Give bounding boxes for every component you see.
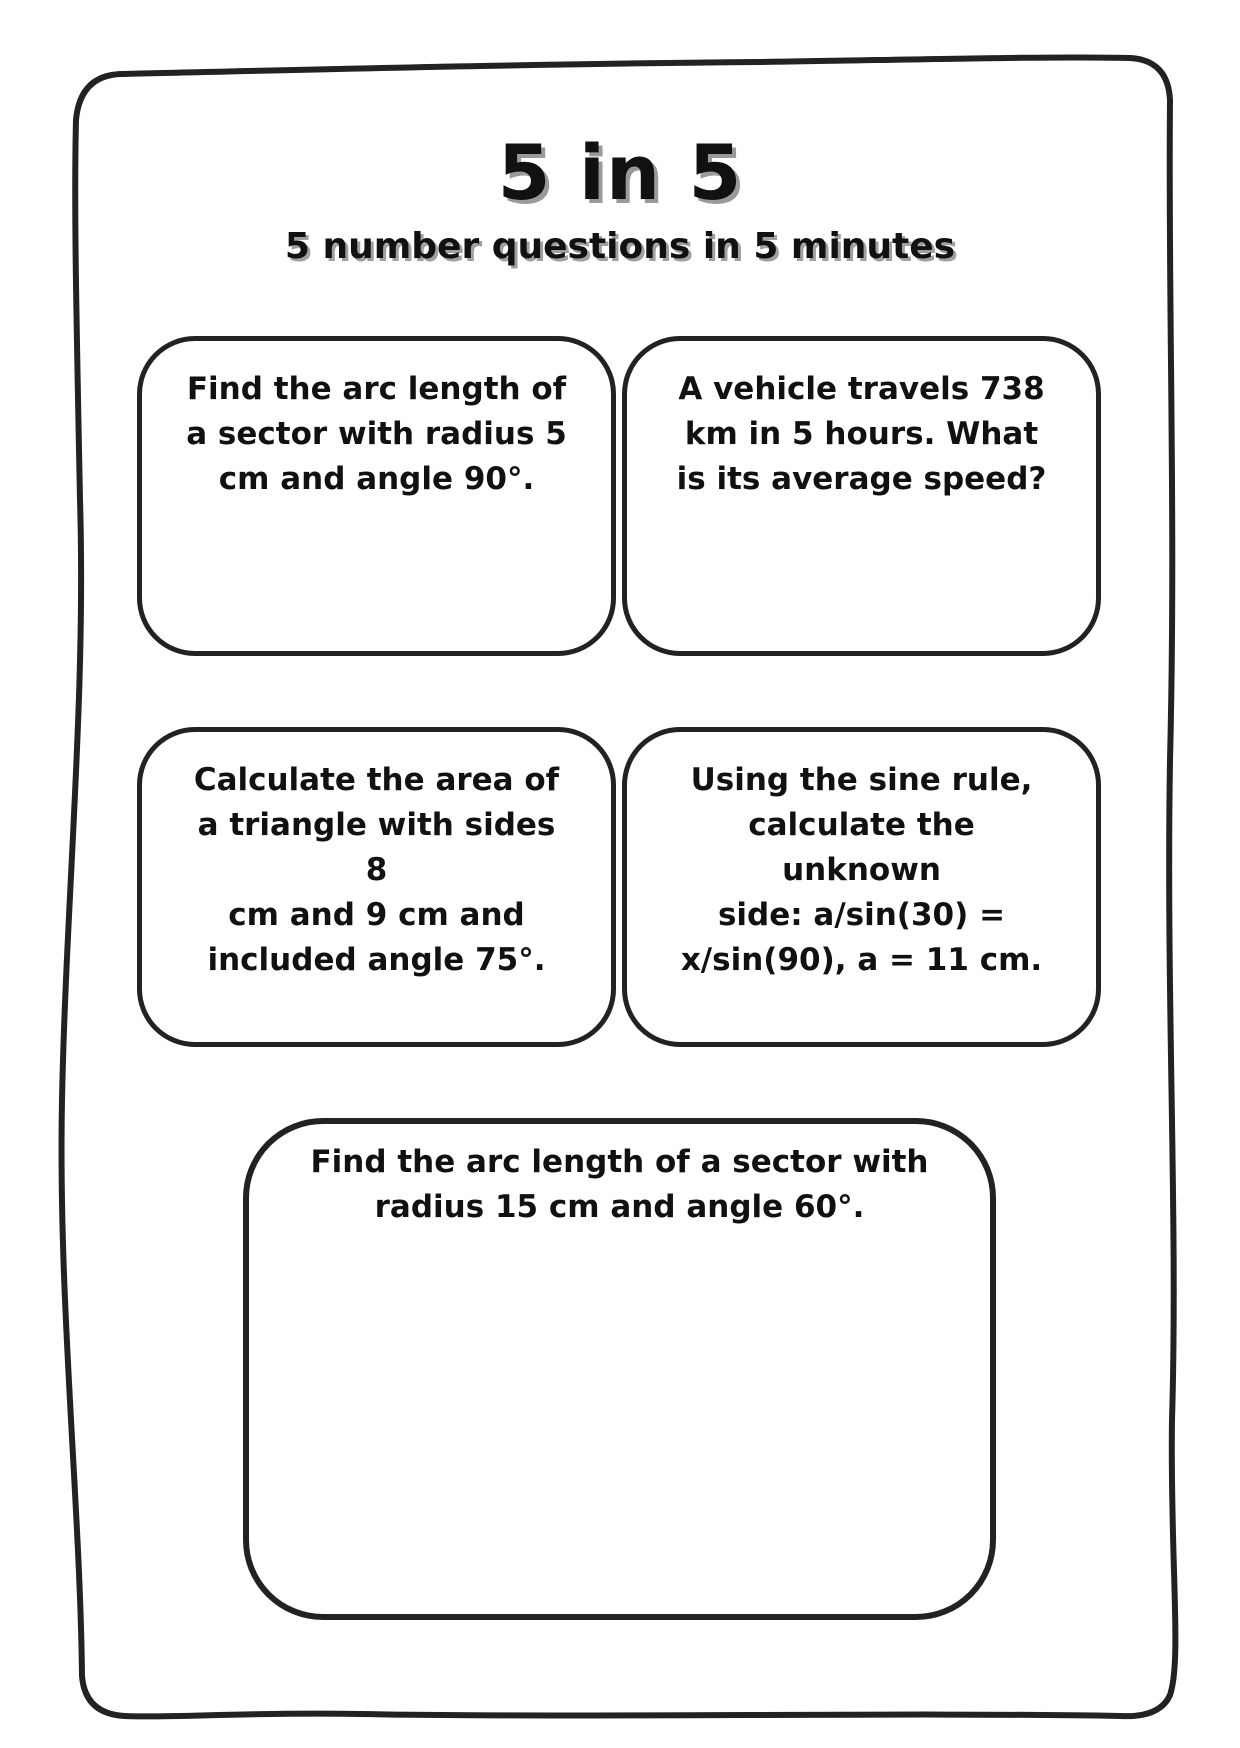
question-card-1 [137,336,616,656]
question-text-1: Find the arc length of a sector with radius 5 cm and angle 90°. [186,371,567,497]
page-subtitle: 5 number questions in 5 minutes [284,226,956,267]
question-card-5 [243,1118,996,1620]
question-text-2: A vehicle travels 738 km in 5 hours. What is its average speed? [676,371,1047,497]
question-text-5: Find the arc length of a sector with radius 15 cm and angle 60°. [310,1144,929,1225]
question-text-4: Using the sine rule, calculate the unknown side: a/sin(30) = x/sin(90), a = 11 cm. [680,762,1043,978]
question-card-4 [622,727,1101,1047]
question-card-3 [137,727,616,1047]
page-title: 5 in 5 [497,128,743,217]
question-text-3: Calculate the area of a triangle with sides 8 cm and 9 cm and included angle 75°. [193,762,560,978]
question-card-2 [622,336,1101,656]
